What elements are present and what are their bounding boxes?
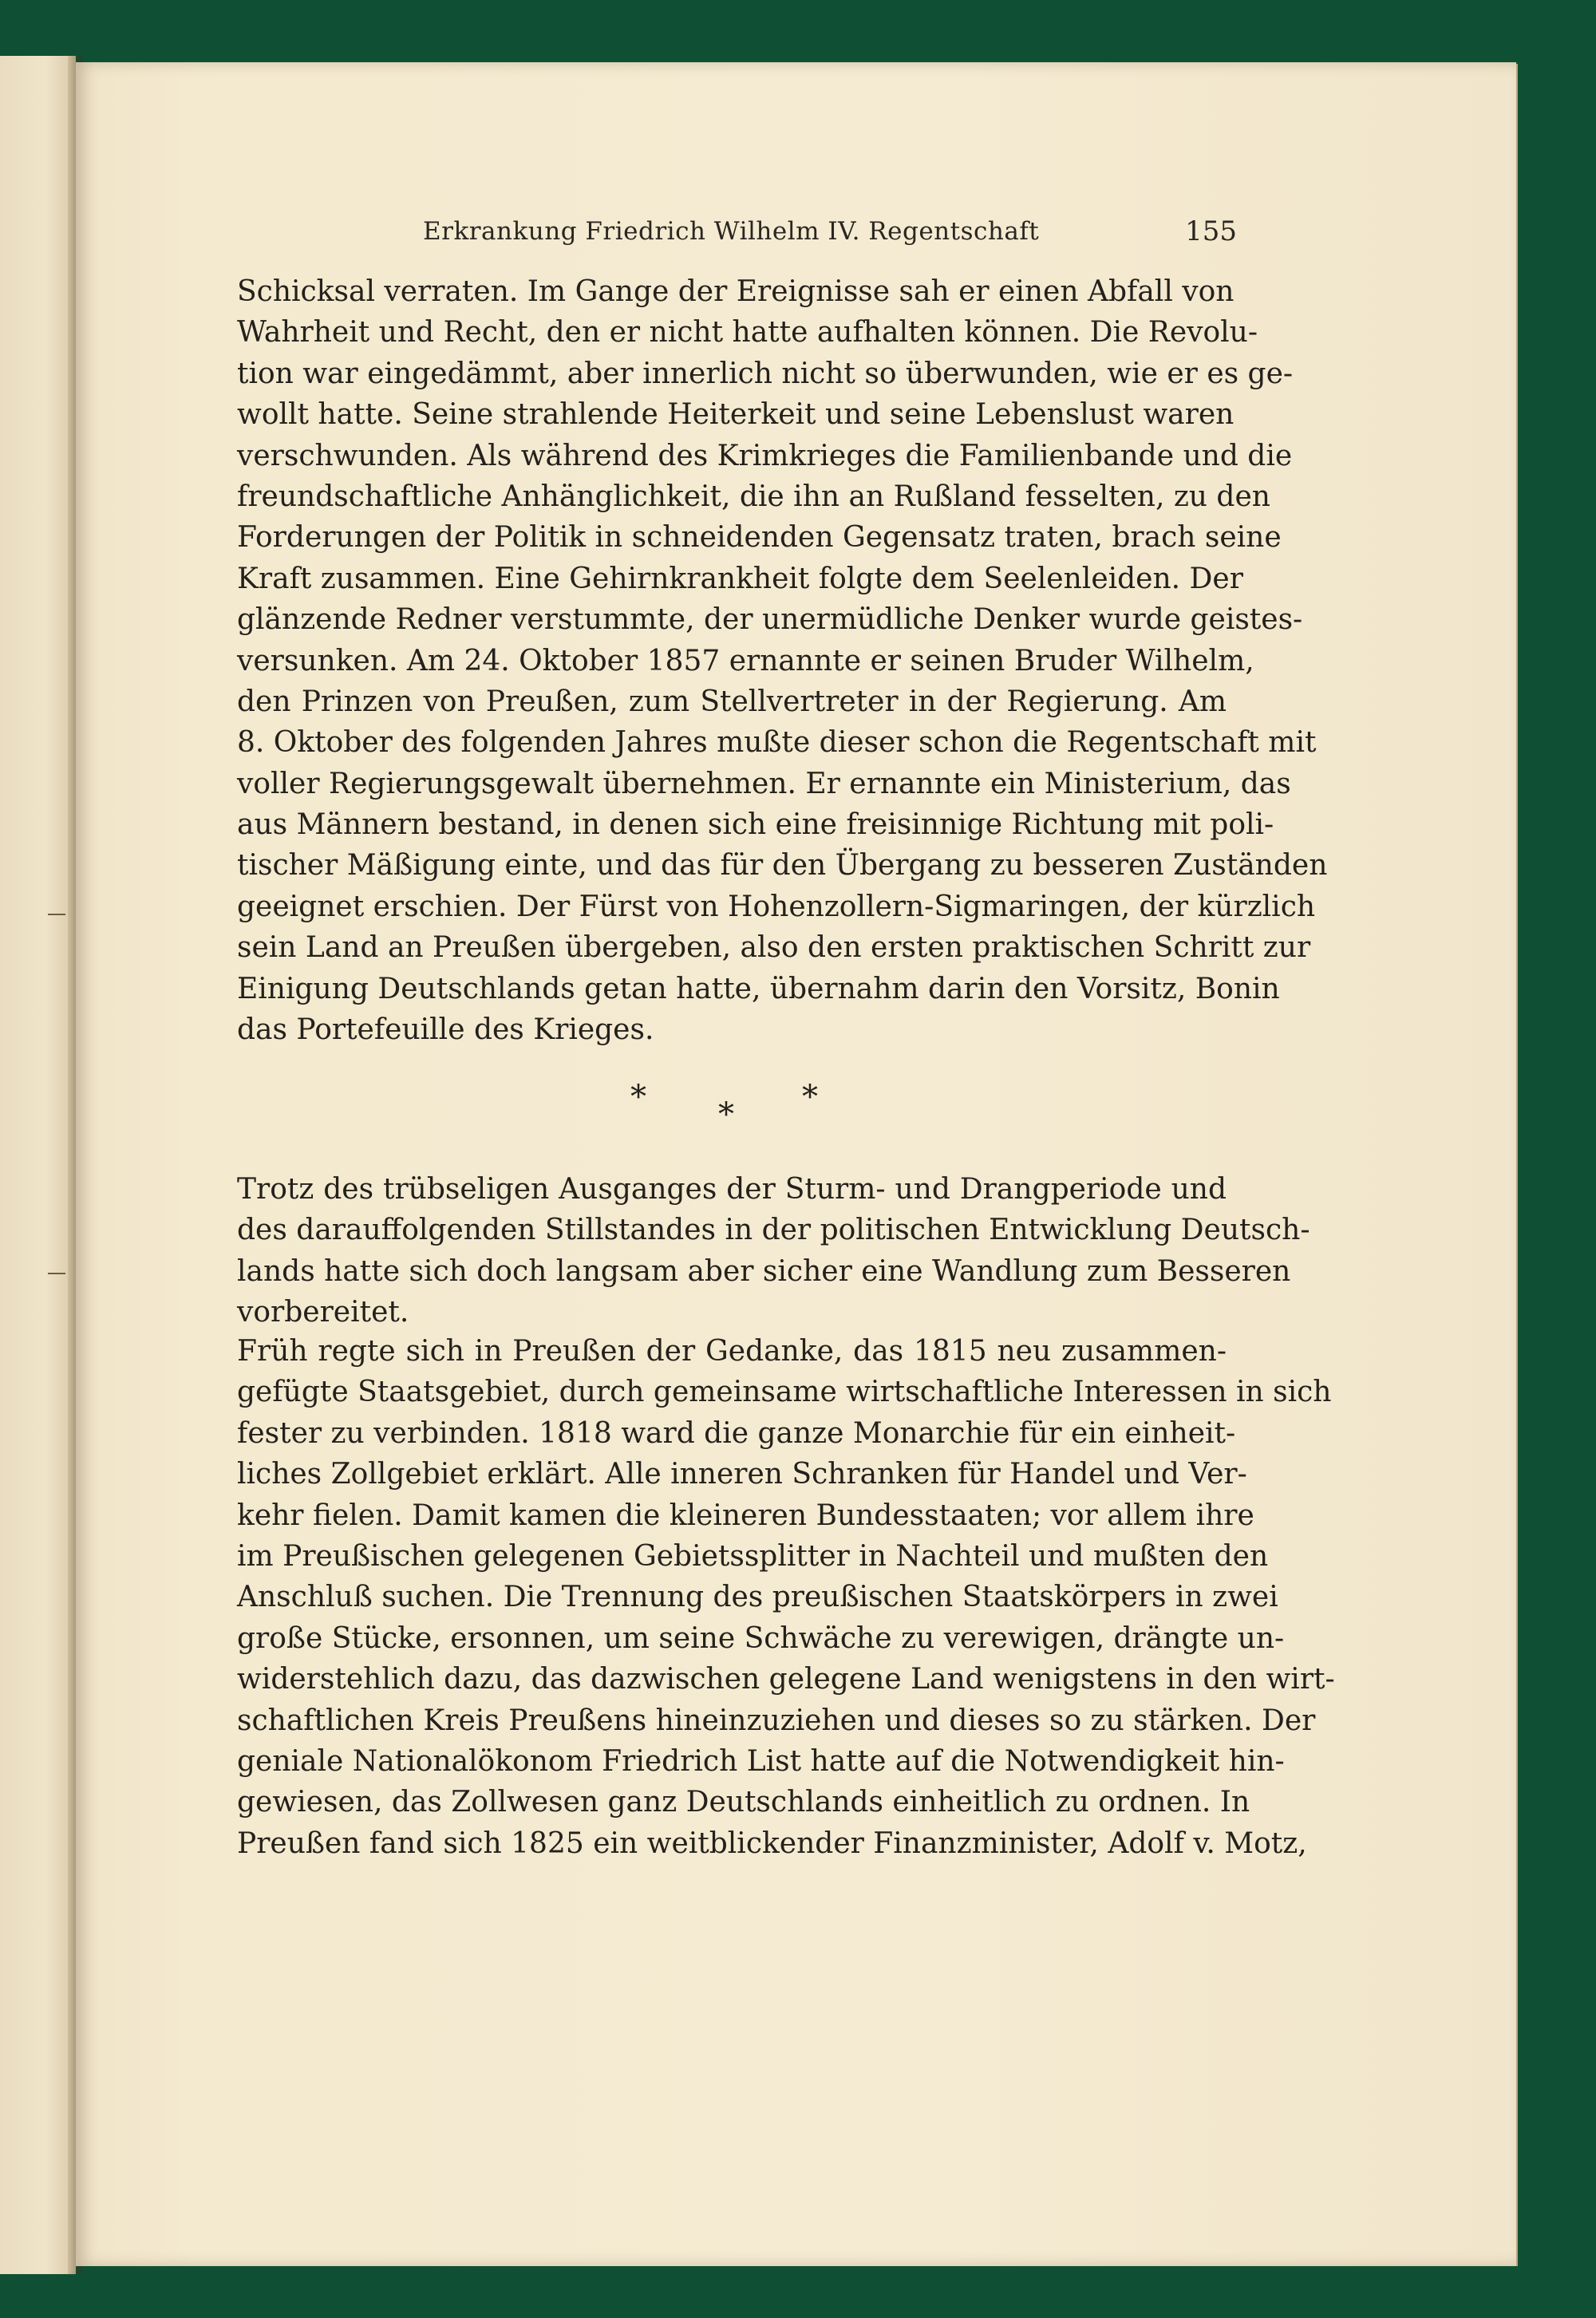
- paragraph-1: [237, 271, 1328, 1050]
- text-line: des darauffolgenden Stillstandes in der politischen Entwicklung Deutsch-: [237, 1214, 1310, 1247]
- text-line: Kraft zusammen. Eine Gehirnkrankheit folgte dem Seelenleiden. Der: [237, 562, 1243, 595]
- separator-asterisk: *: [630, 1079, 646, 1116]
- text-line: voller Regierungsgewalt übernehmen. Er ernannte ein Ministerium, das: [237, 767, 1291, 800]
- text-line: Preußen fand sich 1825 ein weitblickender Finanzminister, Adolf v. Motz,: [237, 1826, 1307, 1860]
- text-line: Früh regte sich in Preußen der Gedanke, das 1815 neu zusammen-: [237, 1335, 1227, 1368]
- text-line: wollt hatte. Seine strahlende Heiterkeit und seine Lebenslust waren: [237, 398, 1235, 432]
- text-line: versunken. Am 24. Oktober 1857 ernannte er seinen Bruder Wilhelm,: [237, 644, 1254, 677]
- text-line: sein Land an Preußen übergeben, also den ersten praktischen Schritt zur: [237, 931, 1311, 965]
- facing-page-edge: [0, 56, 76, 2274]
- section-separator: [630, 1079, 838, 1135]
- text-line: Trotz des trübseligen Ausganges der Sturm- und Drangperiode und: [237, 1173, 1227, 1206]
- text-line: kehr fielen. Damit kamen die kleineren Bundesstaaten; vor allem ihre: [237, 1499, 1254, 1532]
- text-line: geniale Nationalökonom Friedrich List hatte auf die Notwendigkeit hin-: [237, 1744, 1285, 1778]
- text-line: liches Zollgebiet erklärt. Alle inneren Schranken für Handel und Ver-: [237, 1458, 1247, 1491]
- margin-mark: [48, 914, 65, 915]
- paragraph-2: [237, 1169, 1310, 1333]
- text-line: lands hatte sich doch langsam aber sicher eine Wandlung zum Besseren: [237, 1254, 1291, 1288]
- text-line: im Preußischen gelegenen Gebietssplitter in Nachteil und mußten den: [237, 1539, 1269, 1573]
- paragraph-3: [237, 1331, 1335, 1864]
- text-line: den Prinzen von Preußen, zum Stellvertreter in der Regierung. Am: [237, 685, 1227, 718]
- page-number: 155: [1185, 215, 1237, 247]
- text-line: tion war eingedämmt, aber innerlich nicht so überwunden, wie er es ge-: [237, 357, 1294, 390]
- text-line: vorbereitet.: [237, 1296, 409, 1329]
- margin-mark: [48, 1273, 65, 1274]
- separator-asterisk: *: [718, 1096, 734, 1133]
- text-line: geeignet erschien. Der Fürst von Hohenzollern-Sigmaringen, der kürzlich: [237, 890, 1316, 923]
- text-line: 8. Oktober des folgenden Jahres mußte dieser schon die Regentschaft mit: [237, 726, 1317, 760]
- separator-asterisk: *: [802, 1079, 818, 1116]
- text-line: aus Männern bestand, in denen sich eine freisinnige Richtung mit poli-: [237, 808, 1274, 842]
- text-line: das Portefeuille des Krieges.: [237, 1013, 654, 1047]
- text-line: Forderungen der Politik in schneidenden Gegensatz traten, brach seine: [237, 521, 1282, 555]
- text-line: fester zu verbinden. 1818 ward die ganze Monarchie für ein einheit-: [237, 1416, 1236, 1450]
- text-line: widerstehlich dazu, das dazwischen gelegene Land wenigstens in den wirt-: [237, 1663, 1335, 1696]
- text-line: gewiesen, das Zollwesen ganz Deutschlands einheitlich zu ordnen. In: [237, 1786, 1250, 1819]
- text-line: große Stücke, ersonnen, um seine Schwäche zu verewigen, drängte un-: [237, 1621, 1285, 1655]
- text-line: Wahrheit und Recht, den er nicht hatte aufhalten können. Die Revolu-: [237, 316, 1258, 349]
- running-header: Erkrankung Friedrich Wilhelm IV. Regentschaft: [423, 217, 1040, 246]
- text-line: Einigung Deutschlands getan hatte, übernahm darin den Vorsitz, Bonin: [237, 972, 1280, 1005]
- text-line: schaftlichen Kreis Preußens hineinzuziehen und dieses so zu stärken. Der: [237, 1704, 1316, 1737]
- text-line: gefügte Staatsgebiet, durch gemeinsame wirtschaftliche Interessen in sich: [237, 1376, 1332, 1409]
- text-line: glänzende Redner verstummte, der unermüdliche Denker wurde geistes-: [237, 603, 1303, 637]
- text-line: Anschluß suchen. Die Trennung des preußischen Staatskörpers in zwei: [237, 1581, 1278, 1614]
- text-line: Schicksal verraten. Im Gange der Ereignisse sah er einen Abfall von: [237, 275, 1235, 308]
- text-line: verschwunden. Als während des Krimkrieges die Familienbande und die: [237, 439, 1293, 472]
- text-line: freundschaftliche Anhänglichkeit, die ihn an Rußland fesselten, zu den: [237, 480, 1270, 513]
- text-line: tischer Mäßigung einte, und das für den Übergang zu besseren Zuständen: [237, 849, 1328, 883]
